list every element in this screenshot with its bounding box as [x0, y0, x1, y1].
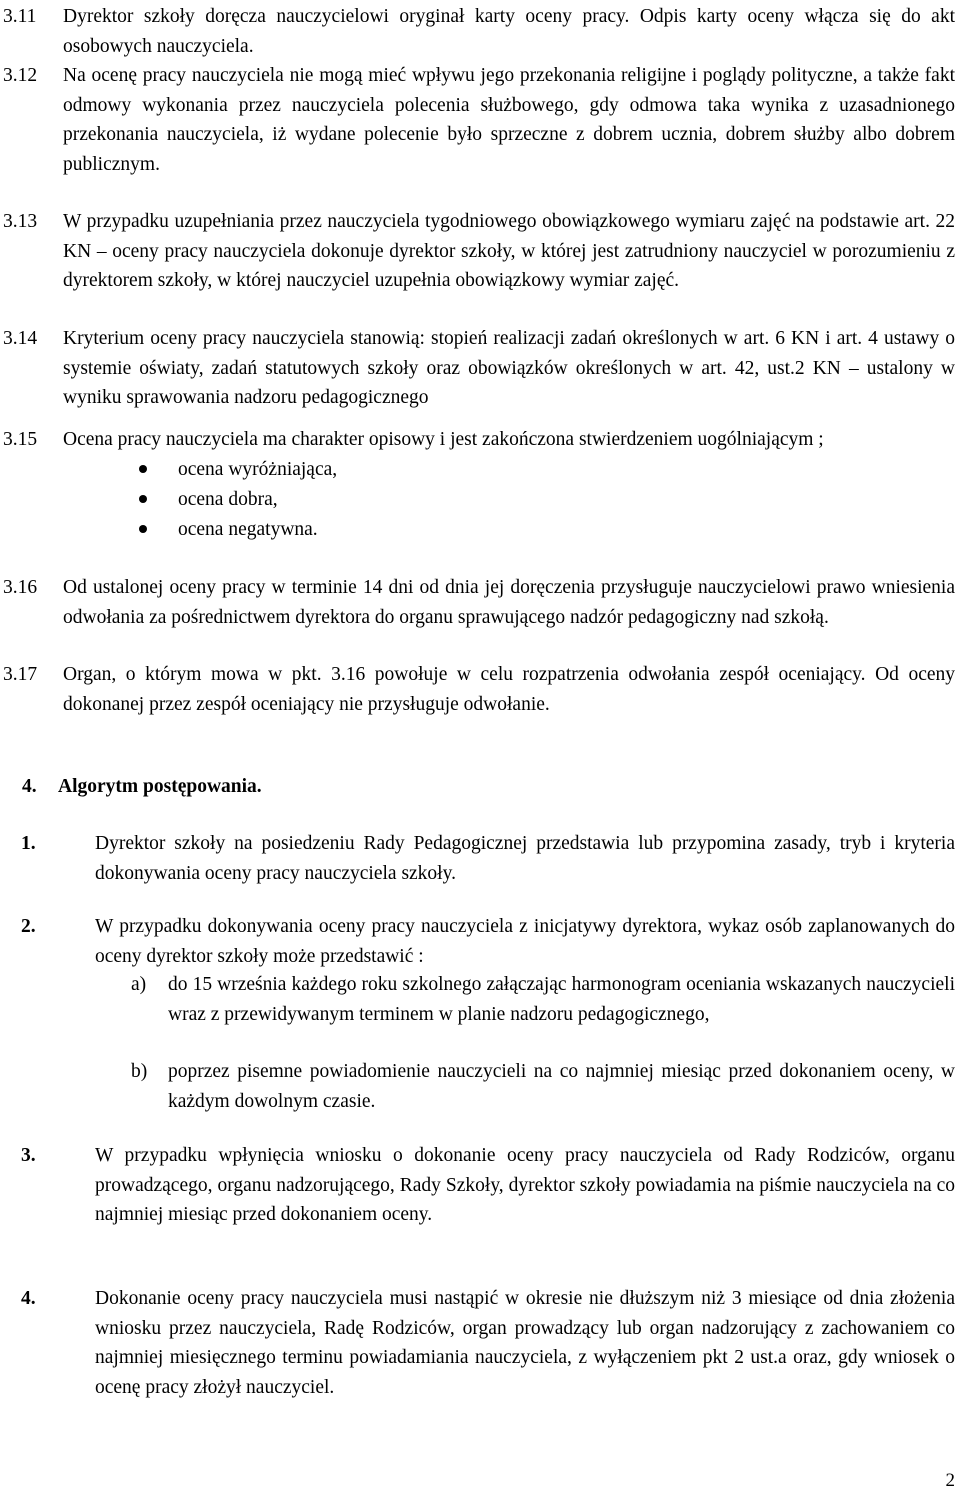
paragraph-text: Dyrektor szkoły doręcza nauczycielowi oryginał karty oceny pracy. Odpis karty oceny włącza się do akt osobowych nauczyciela. [63, 6, 955, 57]
step-number: 3. [21, 1145, 36, 1166]
paragraph-text: Od ustalonej oceny pracy w terminie 14 dni od dnia jej doręczenia przysługuje nauczycielowi prawo wniesienia odwołania za pośrednictwem dyrektora do organu sprawującego nadzór pedagogiczny nad szkołą. [63, 577, 955, 628]
sub-item-label: b) [131, 1061, 148, 1082]
sub-item-text: poprzez pisemne powiadomienie nauczycieli na co najmniej miesiąc przed dokonaniem oceny, w każdym dowolnym czasie. [168, 1061, 955, 1112]
list-item: ocena wyróżniająca, [3, 455, 955, 485]
step-text: W przypadku wpłynięcia wniosku o dokonanie oceny pracy nauczyciela od Rady Rodziców, organu prowadzącego, organu nadzorującego, Rady Szkoły, dyrektor szkoły powiadamia na piśmie nauczyciela na co najmniej miesiąc przed dokonaniem oceny. [95, 1145, 955, 1225]
rating-list [3, 455, 955, 545]
page-number: 2 [945, 1470, 955, 1491]
step-number: 2. [21, 916, 36, 937]
paragraph-3-14 [3, 324, 955, 413]
step-number: 4. [21, 1288, 36, 1309]
paragraph-number: 3.15 [3, 429, 38, 450]
sub-item-text: do 15 września każdego roku szkolnego załączając harmonogram oceniania wskazanych nauczycieli wraz z przewidywanym terminem w planie nadzoru pedagogicznego, [168, 974, 955, 1025]
step-text: Dyrektor szkoły na posiedzeniu Rady Pedagogicznej przedstawia lub przypomina zasady, tryb i kryteria dokonywania oceny pracy nauczyciela szkoły. [95, 833, 955, 884]
step-number: 1. [21, 833, 36, 854]
paragraph-number: 3.16 [3, 577, 38, 598]
sub-item-label: a) [131, 974, 147, 995]
paragraph-text: Na ocenę pracy nauczyciela nie mogą mieć wpływu jego przekonania religijne i poglądy polityczne, a także fakt odmowy wykonania przez nauczyciela polecenia służbowego, gdy odmowa taka wynika z uzasadnionego przekonania nauczyciela, iż wydane polecenie było sprzeczne z dobrem ucznia, dobrem służby albo dobrem publicznym. [63, 65, 955, 175]
paragraph-number: 3.11 [3, 6, 37, 27]
paragraph-3-15 [3, 425, 955, 545]
step-1 [21, 829, 955, 888]
step-2-item-b [131, 1057, 955, 1116]
paragraph-text: Kryterium oceny pracy nauczyciela stanowią: stopień realizacji zadań określonych w art. 6 KN i art. 4 ustawy o systemie oświaty, zadań statutowych szkoły oraz obowiązków określonych w art. 42, ust.2 KN – ustalony w wyniku sprawowania nadzoru pedagogicznego [63, 328, 955, 408]
paragraph-text: Ocena pracy nauczyciela ma charakter opisowy i jest zakończona stwierdzeniem uogólniającym ; [63, 429, 824, 450]
paragraph-number: 3.14 [3, 328, 38, 349]
paragraph-text: W przypadku uzupełniania przez nauczyciela tygodniowego obowiązkowego wymiaru zajęć na podstawie art. 22 KN – oceny pracy nauczyciela dokonuje dyrektor szkoły, w której jest zatrudniony nauczyciel w porozumieniu z dyrektorem szkoły, w której nauczyciel uzupełnia obowiązkowy wymiar zajęć. [63, 211, 955, 291]
paragraph-3-11 [3, 2, 955, 61]
step-4 [21, 1284, 955, 1402]
paragraph-number: 3.17 [3, 664, 38, 685]
step-2 [21, 912, 955, 971]
paragraph-3-16 [3, 573, 955, 632]
paragraph-3-13 [3, 207, 955, 296]
section-heading [22, 772, 262, 802]
paragraph-number: 3.13 [3, 211, 38, 232]
list-item: ocena negatywna. [3, 515, 955, 545]
step-2-item-a [131, 970, 955, 1029]
paragraph-3-12 [3, 61, 955, 179]
step-text: Dokonanie oceny pracy nauczyciela musi nastąpić w okresie nie dłuższym niż 3 miesiące od dnia złożenia wniosku przez nauczyciela, Radę Rodziców, organ prowadzący lub organ nadzorujący z zachowaniem co najmniej miesięcznego terminu powiadamiania nauczyciela, z wyłączeniem pkt 2 ust.a oraz, gdy wniosek o ocenę pracy złożył nauczyciel. [95, 1288, 955, 1398]
step-3 [21, 1141, 955, 1230]
paragraph-number: 3.12 [3, 65, 38, 86]
step-text: W przypadku dokonywania oceny pracy nauczyciela z inicjatywy dyrektora, wykaz osób zaplanowanych do oceny dyrektor szkoły może przedstawić : [95, 916, 955, 967]
paragraph-text: Organ, o którym mowa w pkt. 3.16 powołuje w celu rozpatrzenia odwołania zespół oceniający. Od oceny dokonanej przez zespół oceniający nie przysługuje odwołanie. [63, 664, 955, 715]
list-item: ocena dobra, [3, 485, 955, 515]
paragraph-3-17 [3, 660, 955, 719]
heading-title: Algorytm postępowania. [58, 776, 262, 797]
heading-number: 4. [22, 776, 37, 797]
